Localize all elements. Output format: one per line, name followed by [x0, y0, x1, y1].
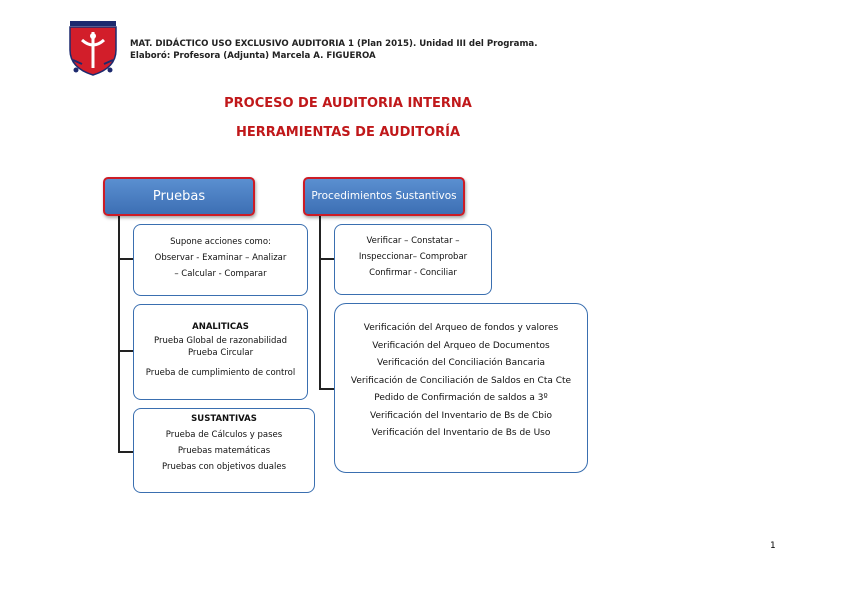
left-connector-3 [118, 451, 133, 453]
header-line-1: MAT. DIDÁCTICO USO EXCLUSIVO AUDITORIA 1 (Plan 2015). Unidad III del Programa. [130, 39, 538, 49]
procedimientos-header: Procedimientos Sustantivos [303, 177, 465, 216]
university-logo-icon [68, 20, 118, 76]
list-item: Verificación del Arqueo de fondos y valores [363, 323, 559, 333]
list-item: Verificación de Conciliación de Saldos en Cta Cte [350, 375, 572, 386]
text-line: Pruebas con objetivos duales [161, 462, 287, 472]
procedimientos-acciones-box [334, 224, 492, 295]
text-line: Prueba de cumplimiento de control [145, 368, 296, 378]
list-item: Verificación del Arqueo de Documentos [372, 340, 550, 351]
text-line: Confirmar - Conciliar [369, 268, 457, 278]
text-line: Observar - Examinar – Analizar [154, 253, 287, 263]
text-line: Verificar – Constatar – [366, 236, 460, 246]
list-item: Verificación del Inventario de Bs de Cbio [370, 410, 552, 421]
page-number: 1 [770, 541, 776, 551]
sustantivas-title: SUSTANTIVAS [191, 414, 257, 424]
text-line: Inspeccionar– Comprobar [358, 252, 468, 262]
pruebas-acciones-box [133, 224, 308, 296]
pruebas-header: Pruebas [103, 177, 255, 216]
text-line: Prueba Circular [187, 348, 254, 358]
document-header [130, 38, 538, 62]
header-line-2: Elaboró: Profesora (Adjunta) Marcela A. FIGUEROA [130, 51, 376, 61]
list-item: Verificación del Inventario de Bs de Uso [371, 428, 551, 438]
right-connector-vertical [319, 212, 321, 389]
analiticas-title: ANALITICAS [192, 322, 249, 332]
analiticas-box [133, 304, 308, 400]
text-line: Prueba Global de razonabilidad [154, 336, 287, 346]
right-connector-2 [319, 388, 334, 390]
text-line: Pruebas matemáticas [177, 446, 271, 456]
text-line: Prueba de Cálculos y pases [165, 430, 283, 440]
right-connector-1 [319, 258, 334, 260]
left-connector-1 [118, 258, 133, 260]
text-line: – Calcular - Comparar [174, 269, 267, 279]
verificaciones-box [334, 303, 588, 473]
page-title: PROCESO DE AUDITORIA INTERNA [224, 96, 472, 111]
sustantivas-box [133, 408, 315, 493]
page-subtitle: HERRAMIENTAS DE AUDITORÍA [235, 125, 461, 140]
list-item: Verificación del Conciliación Bancaria [376, 358, 545, 368]
left-connector-2 [118, 350, 133, 352]
text-line: Supone acciones como: [170, 237, 271, 247]
left-connector-vertical [118, 212, 120, 452]
list-item: Pedido de Confirmación de saldos a 3º [374, 393, 548, 403]
